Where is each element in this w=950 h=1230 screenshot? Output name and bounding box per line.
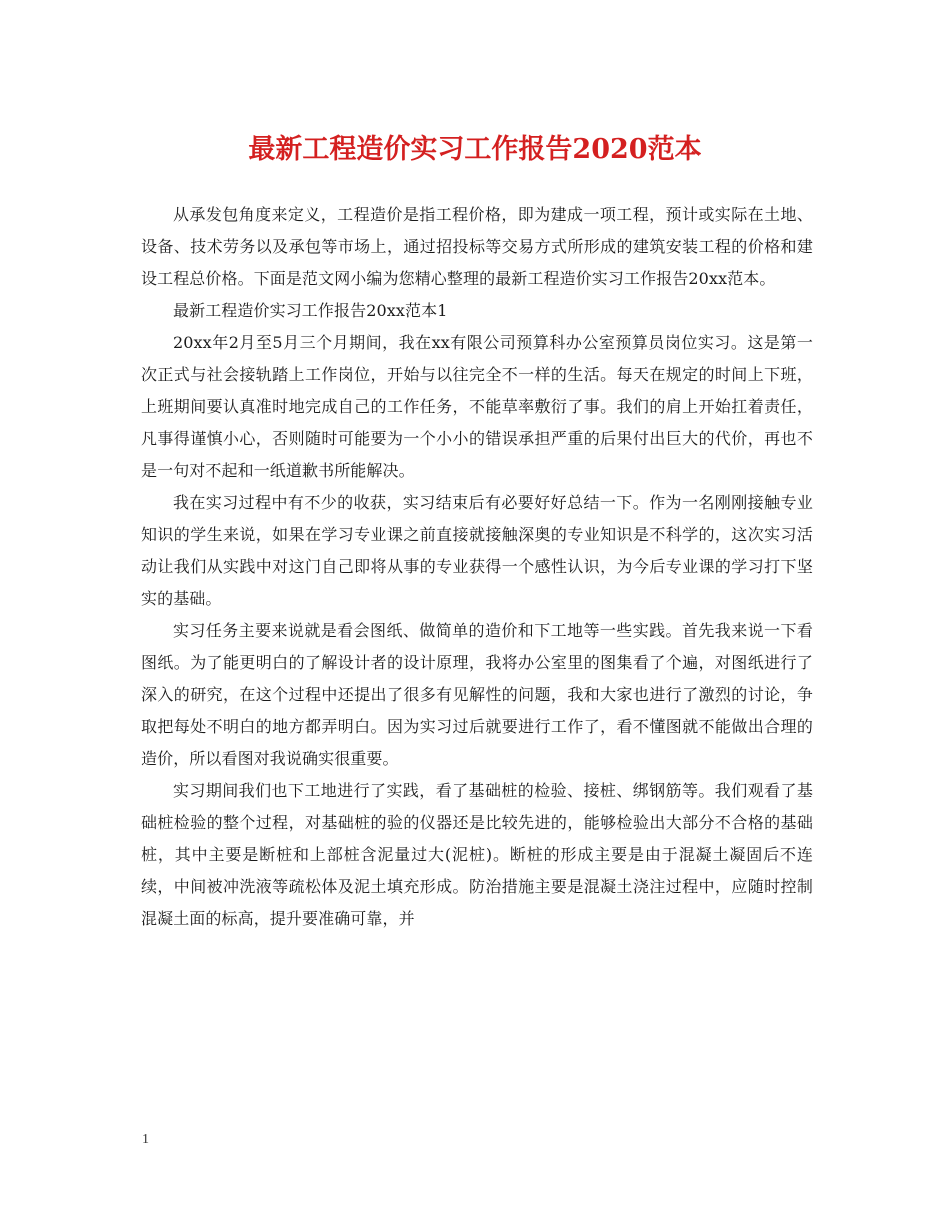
body-paragraph-site-practice: 实习期间我们也下工地进行了实践，看了基础桩的检验、接桩、绑钢筋等。我们观看了基础桩检验的整个过程，对基础桩的验的仪器还是比较先进的，能够检验出大部分不合格的基础桩，其中主要是断桩和上部桩含泥量过大(泥桩)。断桩的形成主要是由于混凝土凝固后不连续，中间被冲洗液等疏松体及泥土填充形成。防治措施主要是混凝土浇注过程中，应随时控制混凝土面的标高，提升要准确可靠，并 xyxy=(141,781,813,928)
page-number: 1 xyxy=(142,1132,149,1147)
body-paragraph-internship-period: 20xx年2月至5月三个月期间，我在xx有限公司预算科办公室预算员岗位实习。这是第一次正式与社会接轨踏上工作岗位，开始与以往完全不一样的生活。每天在规定的时间上下班，上班期间要认真准时地完成自己的工作任务，不能草率敷衍了事。我们的肩上开始扛着责任，凡事得谨慎小心，否则随时可能要为一个小小的错误承担严重的后果付出巨大的代价，再也不是一句对不起和一纸道歉书所能解决。 xyxy=(141,333,813,480)
intro-paragraph: 从承发包角度来定义，工程造价是指工程价格，即为建成一项工程，预计或实际在土地、设备、技术劳务以及承包等市场上，通过招投标等交易方式所形成的建筑安装工程的价格和建设工程总价格。下面是范文网小编为您精心整理的最新工程造价实习工作报告20xx范本。 xyxy=(141,205,813,288)
body-paragraph-gains: 我在实习过程中有不少的收获，实习结束后有必要好好总结一下。作为一名刚刚接触专业知识的学生来说，如果在学习专业课之前直接就接触深奥的专业知识是不科学的，这次实习活动让我们从实践中对这门自己即将从事的专业获得一个感性认识，为今后专业课的学习打下坚实的基础。 xyxy=(141,493,813,608)
body-paragraph-tasks: 实习任务主要来说就是看会图纸、做简单的造价和下工地等一些实践。首先我来说一下看图纸。为了能更明白的了解设计者的设计原理，我将办公室里的图集看了个遍，对图纸进行了深入的研究，在这个过程中还提出了很多有见解性的问题，我和大家也进行了激烈的讨论，争取把每处不明白的地方都弄明白。因为实习过后就要进行工作了，看不懂图就不能做出合理的造价，所以看图对我说确实很重要。 xyxy=(141,621,813,768)
document-body xyxy=(141,199,813,935)
section-heading: 最新工程造价实习工作报告20xx范本1 xyxy=(173,301,448,320)
document-title: 最新工程造价实习工作报告2020范本 xyxy=(248,134,702,165)
